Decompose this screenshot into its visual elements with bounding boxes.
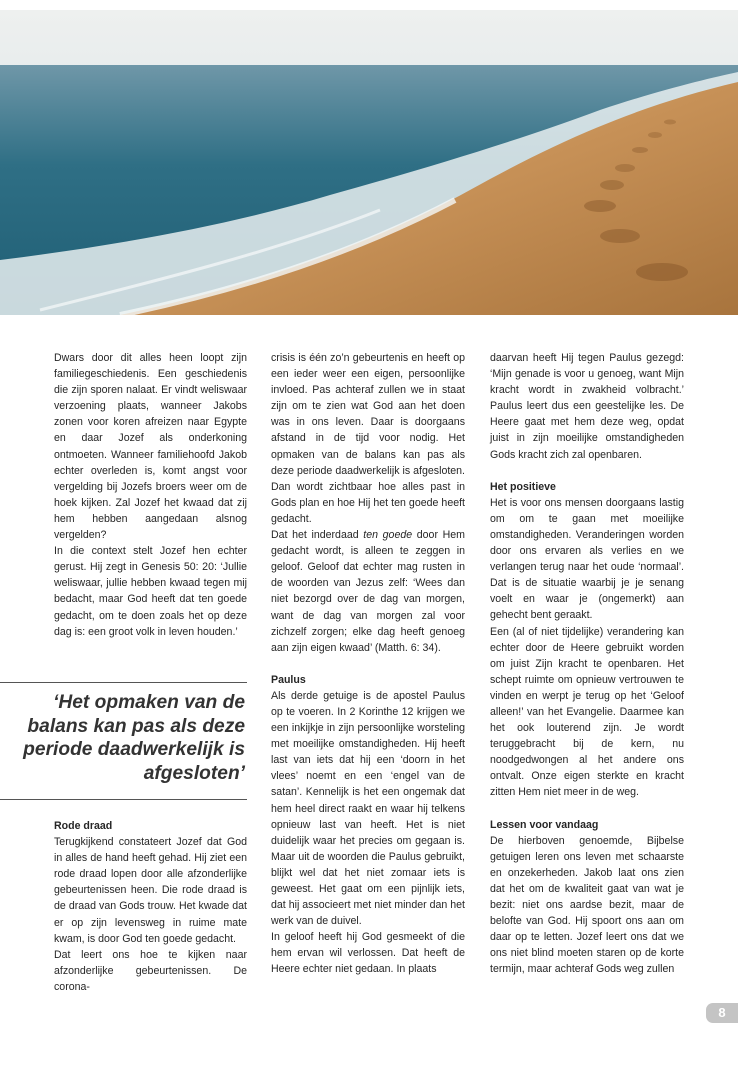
column-1 <box>54 350 247 640</box>
paragraph: In geloof heeft hij God gesmeekt of die hem ervan wil verlossen. Dat heeft de Heere echter niet gedaan. In plaats <box>271 931 465 976</box>
text-run: Dat het inderdaad <box>271 529 364 542</box>
pull-quote <box>0 682 247 800</box>
column-3 <box>490 350 684 977</box>
spacer <box>490 463 684 479</box>
paragraph: Als derde getuige is de apostel Paulus op te voeren. In 2 Korinthe 12 krijgen we een inkijkje in zijn persoonlijke worsteling met moeilijke omstandigheden. Hij heeft last van iets dat hij een ‘doorn in het vlees’ noemt en een ‘engel van de satan’. Kennelijk is het een ongemak dat hem heel direct raakt en waar hij telkens opnieuw last van heeft. Het is niet duidelijk waar het precies om gegaan is. Maar uit de woorden die Paulus gebruikt, blijkt wel dat het niet zomaar iets is geweest. Het gaat om een pijnlijk iets, dat hij associeert met niet minder dan het werk van de duivel. <box>271 689 465 928</box>
paragraph: Het is voor ons mensen doorgaans lastig om om te gaan met moeilijke omstandigheden. Veranderingen worden door ons ervaren als verlies en we verlangen terug naar het oude ‘normaal’. Dat is de situatie waarbij je je senang voelt en waar je (ongemerkt) aan gehecht bent geraakt. <box>490 496 684 622</box>
section-heading: Lessen voor vandaag <box>490 818 599 831</box>
column-1-lower <box>54 818 247 995</box>
beach-footprints-photo-icon <box>0 10 738 315</box>
paragraph: In die context stelt Jozef hen echter gerust. Hij zegt in Genesis 50: 20: ‘Jullie weliswaar, jullie hebben kwaad tegen mij bedacht, maar God heeft dat ten goede gedacht, om te doen zoals het op deze dag is: een groot volk in leven houden.’ <box>54 545 247 638</box>
paragraph: Dat leert ons hoe te kijken naar afzonderlijke gebeurtenissen. De corona- <box>54 948 247 993</box>
paragraph <box>271 527 465 656</box>
spacer <box>490 801 684 817</box>
spacer <box>271 656 465 672</box>
text-run: door Hem gedacht wordt, is alleen te zeggen in geloof. Geloof dat echter mag rusten in de woorden van Jezus zelf: ‘Wees dan niet bezorgd over de dag van morgen, want de dag van morgen zal voor zichzelf zorgen; elke dag heeft genoeg aan zijn eigen kwaad’ (Matth. 6: 34). <box>271 529 465 654</box>
emphasis: ten goede <box>363 529 413 542</box>
pull-quote-text: ‘Het opmaken van de balans kan pas als deze periode daadwerkelijk is afgesloten’ <box>23 692 245 784</box>
paragraph: Dwars door dit alles heen loopt zijn familiegeschiedenis. Een geschiedenis die zijn sporen nalaat. Er vindt weliswaar verzoening plaats, wanneer Jakobs zonen voor koren afreizen naar Egypte en daar Jozef als onderkoning ontmoeten. Wanneer familiehoofd Jakob echter overleden is, komt angst voor vergelding bij Jozefs broers weer om de hoek kijken. Zal Jozef het kwaad dat zij hem hebben aangedaan alsnog vergelden? <box>54 352 247 542</box>
paragraph: crisis is één zo’n gebeurtenis en heeft op een ieder weer een eigen, persoonlijke invloed. Pas achteraf zullen we in staat zijn om te zien wat God aan het doen was in ons leven. Daar is doorgaans afstand in de tijd voor nodig. Het opmaken van de balans kan pas als deze periode daadwerkelijk is afgesloten. Dan wordt zichtbaar hoe alles past in Gods plan en hoe Hij het ten goede heeft gedacht. <box>271 352 465 525</box>
section-heading: Paulus <box>271 673 306 686</box>
paragraph: Terugkijkend constateert Jozef dat God in alles de hand heeft gehad. Hij ziet een rode draad lopen door alle afzonderlijke gebeurtenissen heen. Die rode draad is de draad van Gods trouw. Het kwade dat er op zijn levensweg in ruime mate kwam, is door God ten goede gedacht. <box>54 836 247 945</box>
paragraph: Een (al of niet tijdelijke) verandering kan echter door de Heere gebruikt worden om juist Zijn kracht te openbaren. Het schept ruimte om opnieuw vertrouwen te vinden en werpt je terug op het ‘Geloof alleen!’ van het Evangelie. Daarmee kan het ook louterend zijn. Je wordt teruggebracht bij de kern, nu noodgedwongen al het andere ons ontvalt. Onze eigen sterkte en kracht zitten Hem niet meer in de weg. <box>490 625 684 799</box>
column-2 <box>271 350 465 978</box>
page-number: 8 <box>706 1003 738 1023</box>
paragraph: daarvan heeft Hij tegen Paulus gezegd: ‘Mijn genade is voor u genoeg, want Mijn kracht wordt in zwakheid volbracht.’ Paulus leert dus een geestelijke les. De Heere gaat met hem deze weg, opdat juist in zijn moeilijke omstandigheden Gods kracht zich zal openbaren. <box>490 352 684 461</box>
paragraph: De hierboven genoemde, Bijbelse getuigen leren ons leven met schaarste en onzekerheden. Jakob laat ons zien dat het om de kwaliteit gaat van wat je bezit: niet ons aardse bezit, maar de belofte van God. Hij spoort ons aan om daar op te letten. Jozef leert ons dat we ons niet blind moeten staren op de korte termijn, maar achteraf Gods weg zullen <box>490 834 684 976</box>
beach-photo <box>0 10 738 315</box>
section-heading: Rode draad <box>54 820 113 832</box>
section-heading: Het positieve <box>490 480 556 493</box>
